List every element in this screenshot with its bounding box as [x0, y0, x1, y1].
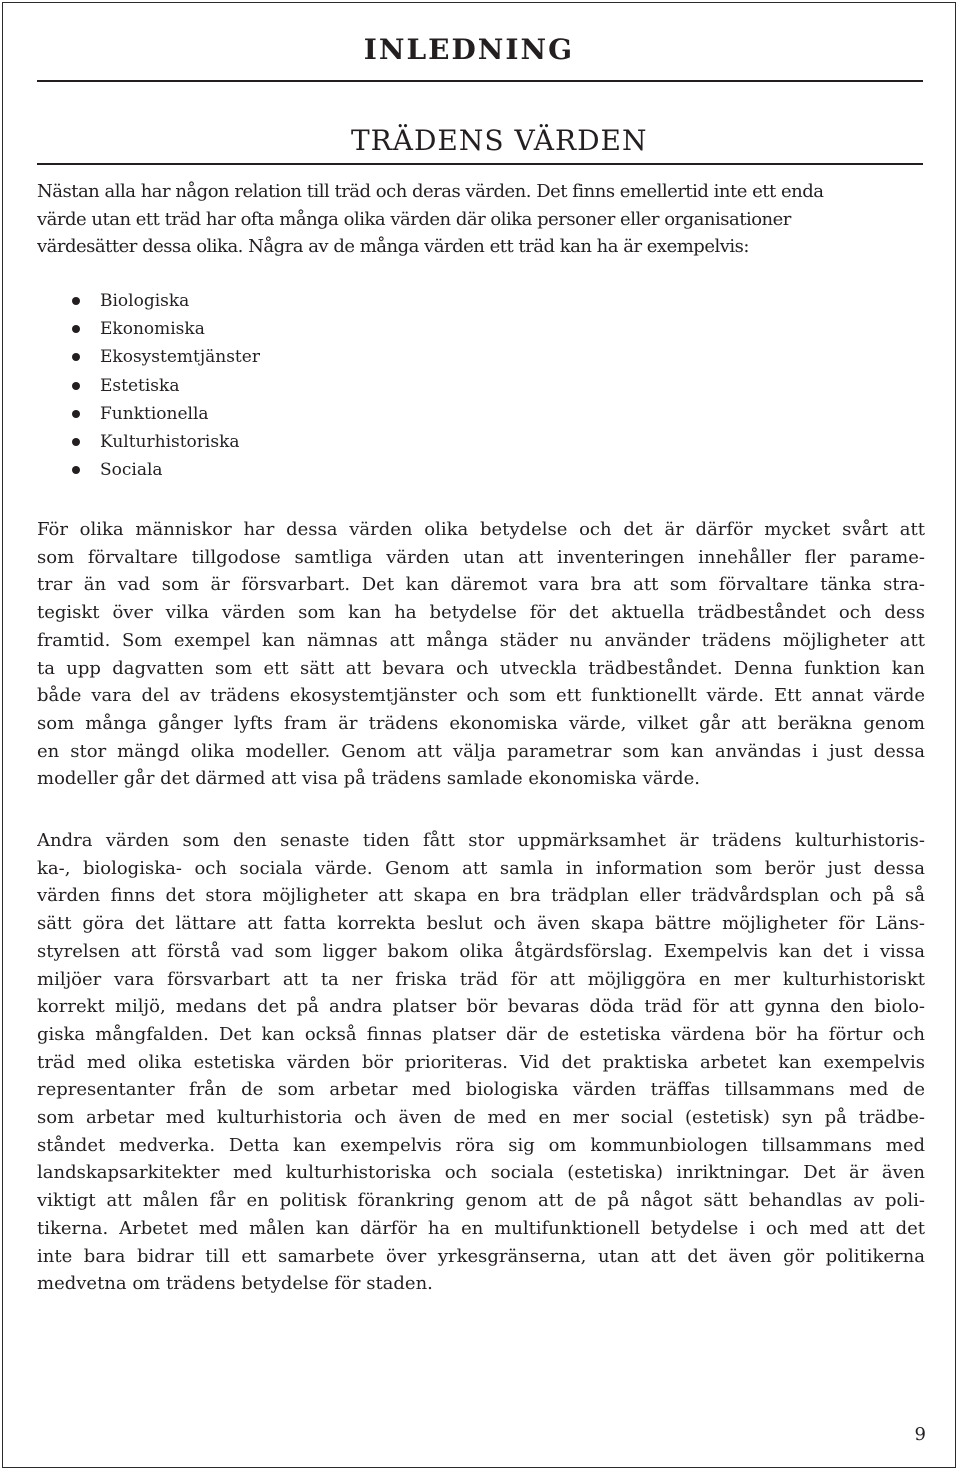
paragraph-stakeholders [37, 516, 925, 793]
paragraph-cultural-values [37, 827, 925, 1298]
list-item-label: Funktionella [100, 403, 209, 424]
text-line: miljöer vara försvarbart att ta ner friska träd för att möjliggöra en mer kulturhistoriskt [37, 968, 925, 990]
text-line: styrelsen att förstå vad som ligger bakom olika åtgärdsförslag. Exempelvis kan det i vissa [37, 940, 925, 962]
text-line: tegiskt över vilka värden som kan ha betydelse för det aktuella trädbeståndet och dess [37, 602, 925, 624]
text-line: Andra värden som den senaste tiden fått stor uppmärksamhet är trädens kulturhistoris- [37, 830, 925, 851]
list-item-label: Kulturhistoriska [100, 432, 240, 453]
list-item [72, 400, 260, 428]
text-line: som arbetar med kulturhistoria och även de med en mer social (estetisk) syn på trädbe- [37, 1107, 925, 1129]
intro-paragraph [37, 178, 925, 261]
section-title: TRÄDENS VÄRDEN [351, 124, 648, 157]
text-line: som förvaltare tillgodose samtliga värden utan att inventeringen innehåller fler parame- [37, 546, 925, 568]
text-line: inte bara bidrar till ett samarbete över yrkesgränserna, utan att det även gör politikerna [37, 1245, 925, 1267]
list-item-label: Biologiska [100, 291, 190, 311]
text-line: en stor mängd olika modeller. Genom att välja parametrar som kan användas i just dessa [37, 740, 925, 762]
list-item-label: Sociala [100, 460, 163, 481]
list-item-label: Estetiska [100, 375, 180, 396]
text-line: representanter från de som arbetar med biologiska värden träffas tillsammans med de [37, 1079, 925, 1101]
text-line: För olika människor har dessa värden olika betydelse och det är därför mycket svårt att [37, 519, 925, 540]
list-item-label: Ekonomiska [100, 319, 205, 340]
text-line: Nästan alla har någon relation till träd och deras värden. Det finns emellertid inte ett enda [37, 181, 824, 202]
bullet-icon [72, 382, 80, 390]
text-line: modeller går det därmed att visa på trädens samlade ekonomiska värde. [37, 768, 700, 790]
page-number: 9 [914, 1424, 926, 1445]
text-line: trar än vad som är försvarbart. Det kan däremot vara bra att som förvaltare tänka stra- [37, 574, 925, 596]
text-line: framtid. Som exempel kan nämnas att många städer nu använder trädens möjligheter att [37, 629, 925, 651]
text-line: landskapsarkitekter med kulturhistoriska och sociala (estetiska) inriktningar. Det är även [37, 1162, 925, 1184]
list-item [72, 372, 260, 400]
text-line: ta upp dagvatten som ett sätt att bevara och utveckla trädbeståndet. Denna funktion kan [37, 657, 925, 679]
chapter-title-rule [37, 80, 923, 82]
text-line: giska mångfalden. Det kan också finnas platser där de estetiska värdena bör ha förtur och [37, 1023, 925, 1045]
text-line: medvetna om trädens betydelse för staden. [37, 1273, 433, 1295]
bullet-icon [72, 325, 80, 333]
text-line: sätt göra det lättare att fatta korrekta beslut och även skapa bättre möjligheter för Läns- [37, 913, 925, 935]
text-line: både vara del av trädens ekosystemtjänster och som ett funktionellt värde. Ett annat värde [37, 685, 925, 707]
text-line: värde utan ett träd har ofta många olika värden där olika personer eller organisationer [37, 208, 791, 230]
list-item [72, 343, 260, 371]
text-line: korrekt miljö, medans det på andra platser bör bevaras döda träd för att gynna den biolo- [37, 996, 925, 1018]
list-item [72, 456, 260, 484]
bullet-icon [72, 410, 80, 418]
bullet-icon [72, 353, 80, 361]
text-line: ka-, biologiska- och sociala värde. Genom att samla in information som berör just dessa [37, 857, 925, 879]
list-item [72, 287, 260, 315]
chapter-title: INLEDNING [363, 33, 574, 66]
value-bullet-list [72, 287, 260, 484]
list-item [72, 315, 260, 343]
list-item-label: Ekosystemtjänster [100, 347, 260, 368]
text-line: värdesätter dessa olika. Några av de många värden ett träd kan ha är exempelvis: [37, 236, 749, 258]
text-line: träd med olika estetiska värden bör prioriteras. Vid det praktiska arbetet kan exempelvis [37, 1051, 925, 1073]
text-line: ståndet medverka. Detta kan exempelvis röra sig om kommunbiologen tillsammans med [37, 1134, 925, 1156]
text-line: tikerna. Arbetet med målen kan därför ha en multifunktionell betydelse i och med att det [37, 1217, 925, 1239]
text-line: som många gånger lyfts fram är trädens ekonomiska värde, vilket går att beräkna genom [37, 712, 925, 734]
text-line: värden finns det stora möjligheter att skapa en bra trädplan eller trädvårdsplan och på så [37, 885, 925, 907]
bullet-icon [72, 297, 80, 305]
section-title-rule [37, 163, 923, 165]
bullet-icon [72, 466, 80, 474]
bullet-icon [72, 438, 80, 446]
list-item [72, 428, 260, 456]
text-line: viktigt att målen får en politisk förankring genom att de på något sätt behandlas av poli- [37, 1190, 925, 1212]
